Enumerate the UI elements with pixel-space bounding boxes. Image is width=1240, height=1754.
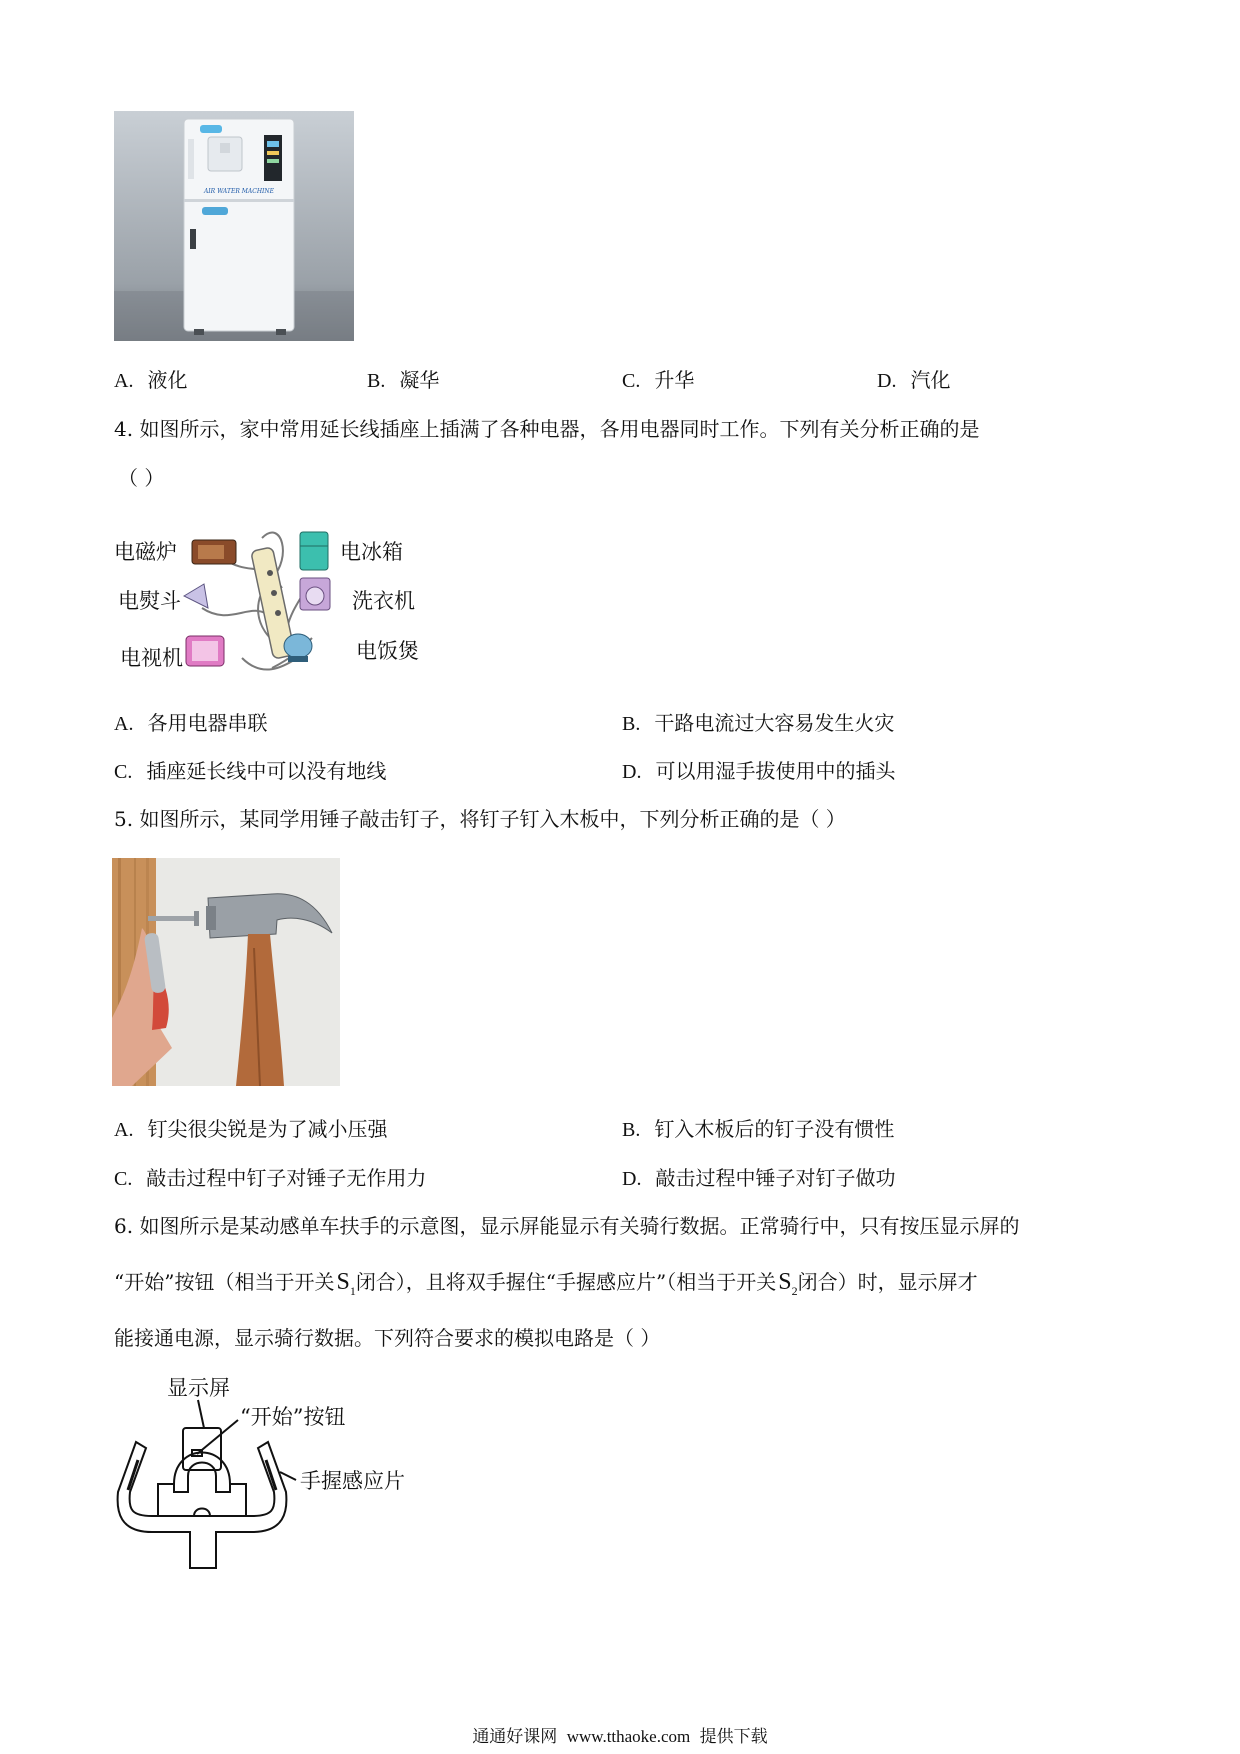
q6-line2-a: “开始”按钮（相当于开关 <box>114 1270 335 1294</box>
option-text: 敲击过程中锤子对钉子做功 <box>655 1166 896 1190</box>
option-label: D. <box>877 370 897 392</box>
option-text: 凝华 <box>399 368 440 392</box>
q4-option-b[interactable] <box>622 709 894 738</box>
page-footer <box>0 1722 1240 1747</box>
power-strip-figure <box>112 518 442 683</box>
option-label: C. <box>622 370 641 392</box>
option-label: C. <box>114 761 133 783</box>
option-text: 干路电流过大容易发生火灾 <box>654 711 895 735</box>
q5-option-d[interactable] <box>622 1164 895 1193</box>
option-label: A. <box>114 1119 134 1141</box>
label-rice-cooker: 电饭煲 <box>356 639 419 663</box>
label-start-button: “开始”按钮 <box>240 1405 346 1429</box>
option-text: 液化 <box>147 368 188 392</box>
option-text: 汽化 <box>910 368 951 392</box>
option-label: B. <box>622 713 641 735</box>
question-number: 4. <box>114 417 134 441</box>
label-television: 电视机 <box>120 646 183 670</box>
q4-answer-paren: （ ） <box>118 466 165 490</box>
q6-stem-line3: 能接通电源，显示骑行数据。下列符合要求的模拟电路是（ ） <box>114 1326 661 1350</box>
option-label: C. <box>114 1168 133 1190</box>
q3-option-a[interactable] <box>114 366 187 395</box>
q6-line2-b: 闭合），且将双手握住“手握感应片”（相当于开关 <box>355 1270 777 1294</box>
q5-option-c[interactable] <box>114 1164 426 1193</box>
q5-option-a[interactable] <box>114 1115 387 1144</box>
label-display-screen: 显示屏 <box>167 1376 230 1400</box>
q5-option-b[interactable] <box>622 1115 894 1144</box>
question-number: 6. <box>114 1214 134 1238</box>
q4-option-d[interactable] <box>622 757 895 786</box>
footer-suffix: 提供下载 <box>699 1727 768 1747</box>
option-label: B. <box>367 370 386 392</box>
option-text: 钉尖很尖锐是为了减小压强 <box>147 1117 388 1141</box>
label-washing-machine: 洗衣机 <box>352 589 415 613</box>
option-label: D. <box>622 1168 642 1190</box>
switch-s1: $S_1$ <box>336 1269 356 1298</box>
label-grip-sensor: 手握感应片 <box>300 1469 405 1493</box>
option-text: 各用电器串联 <box>147 711 268 735</box>
machine-caption: AIR WATER MACHINE <box>203 188 275 195</box>
footer-url[interactable]: www.tthaoke.com <box>566 1727 691 1746</box>
q4-option-a[interactable] <box>114 709 267 738</box>
footer-site-name: 通通好课网 <box>472 1727 558 1747</box>
q6-stem-line1 <box>114 1212 1019 1240</box>
option-text: 插座延长线中可以没有地线 <box>146 759 387 783</box>
switch-s2: $S_2$ <box>778 1269 798 1298</box>
air-water-machine-image <box>114 111 354 341</box>
option-text: 可以用湿手拔使用中的插头 <box>655 759 896 783</box>
option-label: B. <box>622 1119 641 1141</box>
label-induction-cooker: 电磁炉 <box>114 540 177 564</box>
q3-option-c[interactable] <box>622 366 694 395</box>
q6-stem-line2 <box>114 1268 978 1305</box>
q5-stem-text: 如图所示，某同学用锤子敲击钉子，将钉子钉入木板中，下列分析正确的是（ ） <box>139 807 846 831</box>
option-label: A. <box>114 370 134 392</box>
label-iron: 电熨斗 <box>118 589 181 613</box>
q4-stem-line1: 如图所示，家中常用延长线插座上插满了各种电器，各用电器同时工作。下列有关分析正确的是 <box>139 417 980 441</box>
handlebar-diagram <box>112 1372 442 1572</box>
option-text: 升华 <box>654 368 695 392</box>
q6-line2-c: 闭合）时，显示屏才 <box>797 1270 978 1294</box>
option-label: A. <box>114 713 134 735</box>
q6-line1-text: 如图所示是某动感单车扶手的示意图，显示屏能显示有关骑行数据。正常骑行中，只有按压显示屏的 <box>139 1214 1020 1238</box>
q4-option-c[interactable] <box>114 757 386 786</box>
option-text: 钉入木板后的钉子没有惯性 <box>654 1117 895 1141</box>
question-number: 5. <box>114 807 134 831</box>
q3-option-d[interactable] <box>877 366 950 395</box>
hammer-nail-image <box>112 858 340 1086</box>
q5-stem <box>114 805 846 833</box>
option-text: 敲击过程中钉子对锤子无作用力 <box>146 1166 427 1190</box>
option-label: D. <box>622 761 642 783</box>
q4-stem <box>114 415 979 443</box>
q3-option-b[interactable] <box>367 366 439 395</box>
label-refrigerator: 电冰箱 <box>340 540 403 564</box>
